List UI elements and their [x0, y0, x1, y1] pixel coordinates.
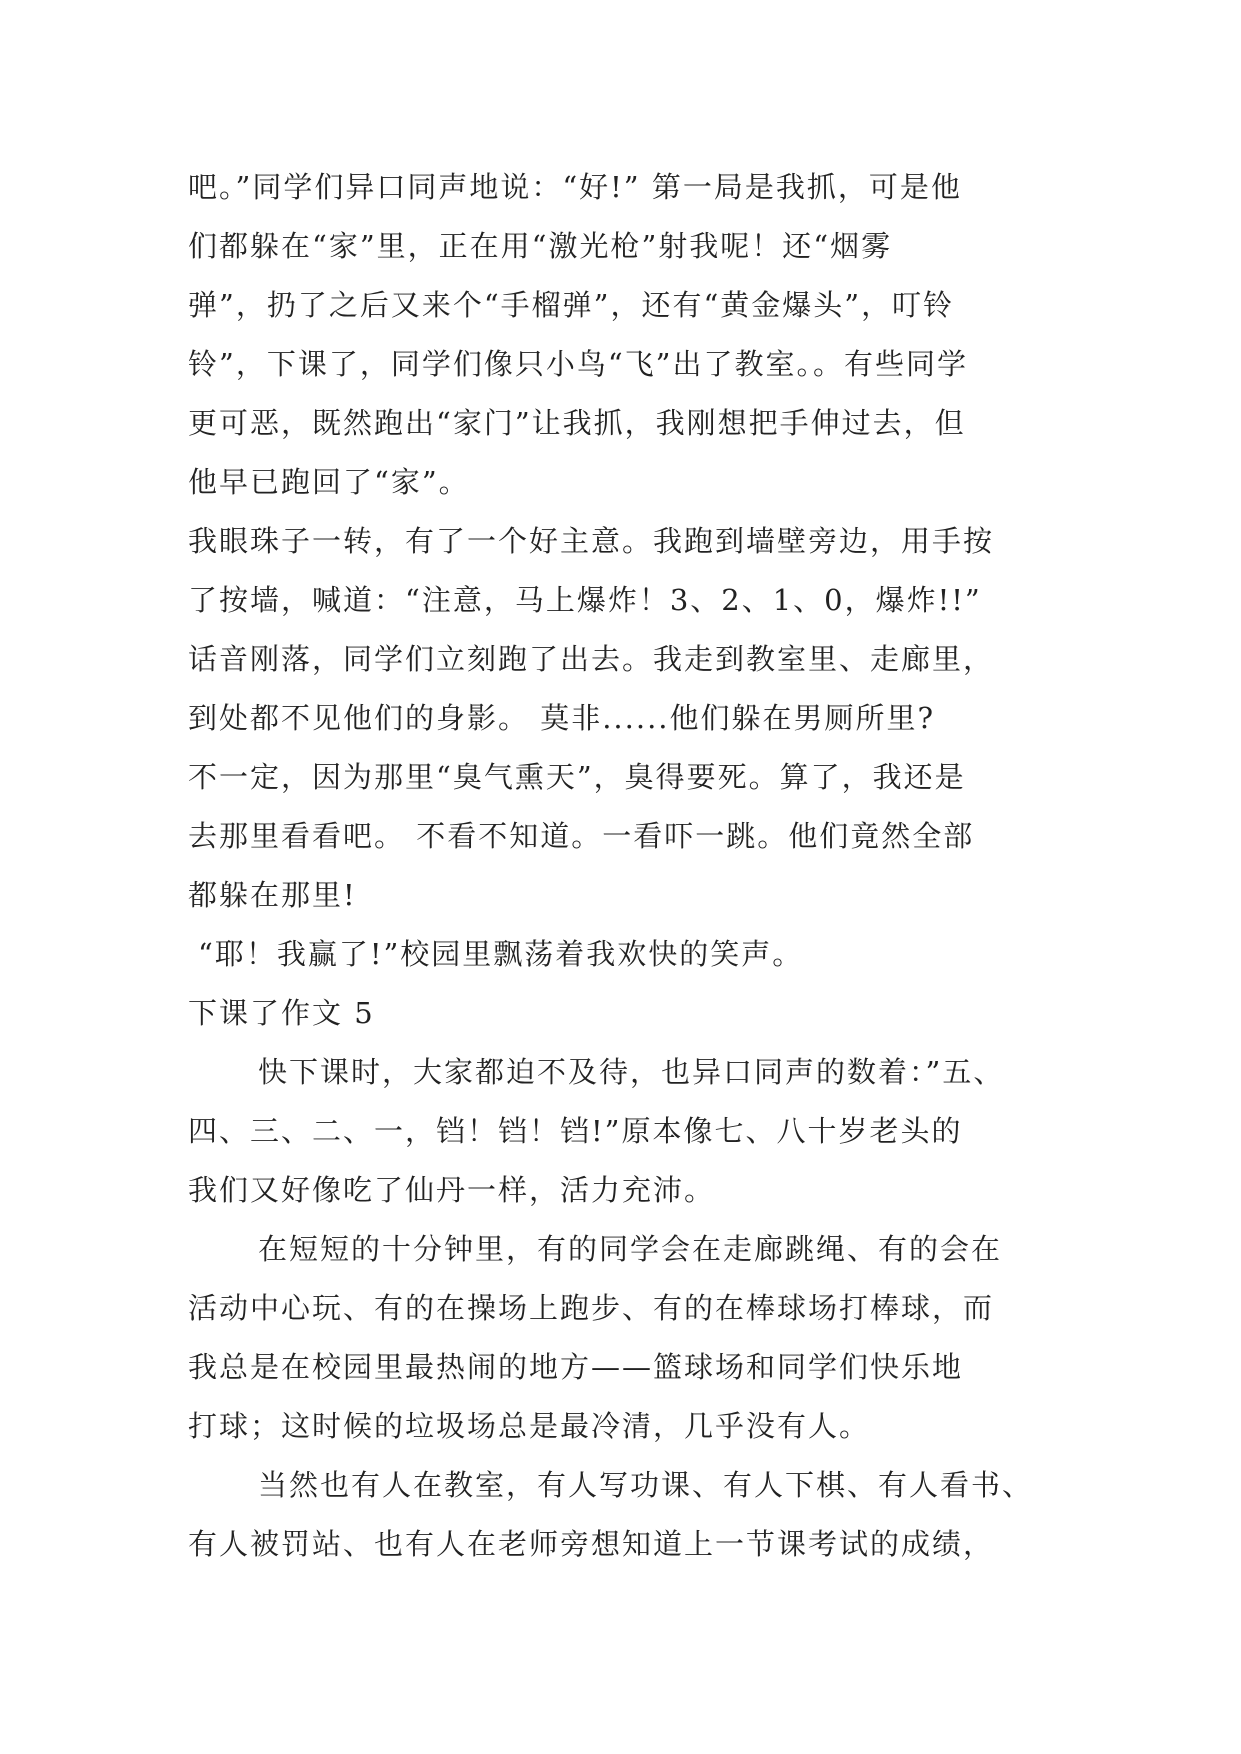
text-line: 弹”，扔了之后又来个“手榴弹”，还有“黄金爆头”，叮铃: [188, 288, 955, 322]
text-line: 当然也有人在教室，有人写功课、有人下棋、有人看书、: [258, 1468, 1034, 1502]
text-line: 话音刚落，同学们立刻跑了出去。我走到教室里、走廊里，: [188, 642, 995, 676]
text-line: 我们又好像吃了仙丹一样，活力充沛。: [188, 1173, 716, 1207]
text-line: 有人被罚站、也有人在老师旁想知道上一节课考试的成绩，: [188, 1527, 995, 1561]
text-line: 我总是在校园里最热闹的地方——篮球场和同学们快乐地: [188, 1350, 964, 1384]
essay-text: [188, 158, 1068, 1574]
text-line: 了按墙，喊道：“注意，马上爆炸！3、2、1、0，爆炸!!”: [188, 583, 982, 617]
text-line: 我眼珠子一转，有了一个好主意。我跑到墙壁旁边，用手按: [188, 524, 995, 558]
text-line: 到处都不见他们的身影。 莫非......他们躲在男厕所里?: [188, 701, 936, 735]
text-line: “耶！我赢了!”校园里飘荡着我欢快的笑声。: [198, 937, 804, 971]
text-line: 们都躲在“家”里，正在用“激光枪”射我呢！还“烟雾: [188, 229, 893, 263]
section-heading: 下课了作文 5: [188, 996, 375, 1030]
text-line: 他早已跑回了“家”。: [188, 465, 470, 499]
text-line: 在短短的十分钟里，有的同学会在走廊跳绳、有的会在: [258, 1232, 1003, 1266]
text-line: 打球；这时候的垃圾场总是最冷清，几乎没有人。: [188, 1409, 871, 1443]
text-line: 快下课时，大家都迫不及待，也异口同声的数着：”五、: [258, 1055, 1005, 1089]
text-line: 去那里看看吧。 不看不知道。一看吓一跳。他们竟然全部: [188, 819, 975, 853]
text-line: 活动中心玩、有的在操场上跑步、有的在棒球场打棒球，而: [188, 1291, 995, 1325]
text-line: 铃”，下课了，同学们像只小鸟“飞”出了教室。。有些同学: [188, 347, 968, 381]
text-line: 吧。”同学们异口同声地说：“好!” 第一局是我抓，可是他: [188, 170, 962, 204]
text-line: 都躲在那里!: [188, 878, 357, 912]
text-line: 更可恶，既然跑出“家门”让我抓，我刚想把手伸过去，但: [188, 406, 966, 440]
text-line: 四、三、二、一，铛！铛！铛!”原本像七、八十岁老头的: [188, 1114, 963, 1148]
text-line: 不一定，因为那里“臭气熏天”，臭得要死。算了，我还是: [188, 760, 966, 794]
